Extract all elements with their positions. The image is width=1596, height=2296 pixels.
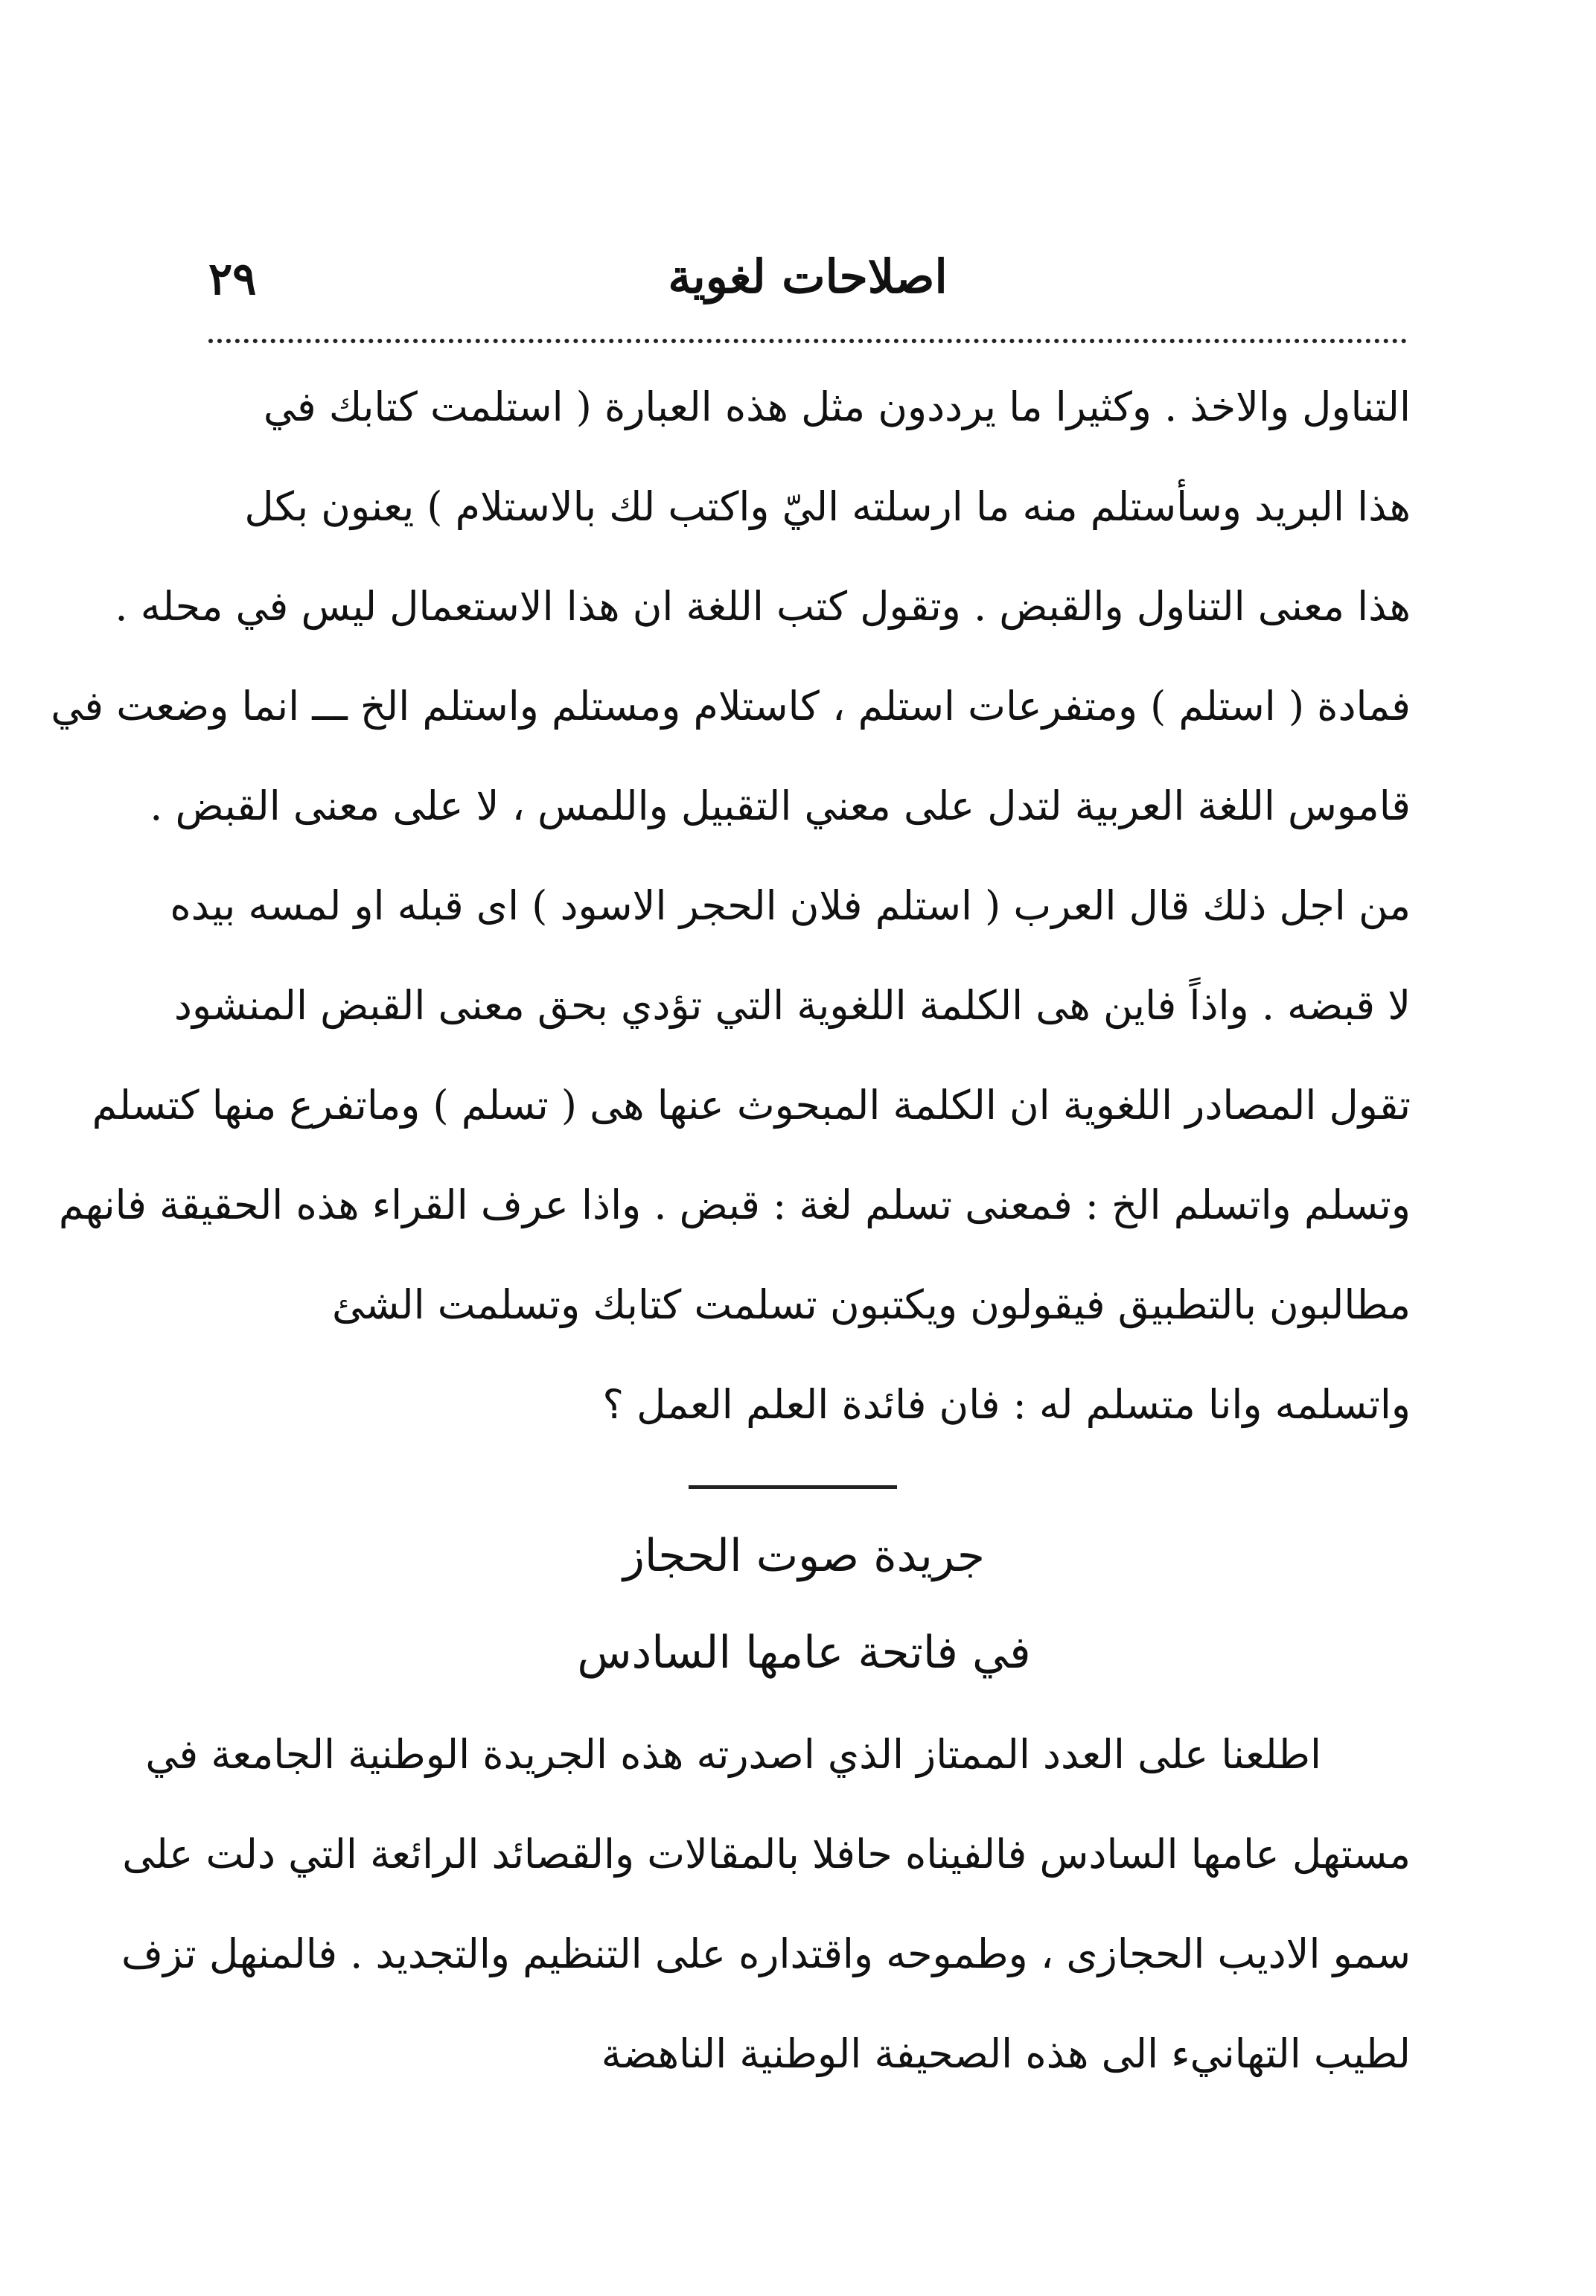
page-number: ٢٩	[208, 253, 257, 305]
text-line: من اجل ذلك قال العرب ( استلم فلان الحجر الاسود ) اى قبله او لمسه بيده	[170, 882, 1411, 929]
text-line: قاموس اللغة العربية لتدل على معني التقبيل واللمس ، لا على معنى القبض .	[150, 782, 1411, 829]
text-line: لطيب التهانيء الى هذه الصحيفة الوطنية الناهضة	[601, 2030, 1411, 2077]
text-line: هذا البريد وسأستلم منه ما ارسلته اليّ واكتب لك بالاستلام ) يعنون بكل	[244, 483, 1411, 530]
text-line: فمادة ( استلم ) ومتفرعات استلم ، كاستلام ومستلم واستلم الخ ـــ انما وضعت في	[51, 683, 1411, 730]
page-header	[208, 246, 1407, 320]
text-line: سمو الاديب الحجازى ، وطموحه واقتداره على التنظيم والتجديد . فالمنهل تزف	[121, 1930, 1411, 1977]
text-line: تقول المصادر اللغوية ان الكلمة المبحوث عنها هى ( تسلم ) وماتفرع منها كتسلم	[92, 1082, 1411, 1129]
section-title: جريدة صوت الحجاز	[622, 1530, 986, 1582]
section-subtitle: في فاتحة عامها السادس	[577, 1627, 1031, 1679]
text-line: اطلعنا على العدد الممتاز الذي اصدرته هذه الجريدة الوطنية الجامعة في	[145, 1731, 1321, 1778]
text-line: هذا معنى التناول والقبض . وتقول كتب اللغة ان هذا الاستعمال ليس في محله .	[115, 583, 1411, 630]
text-line: مستهل عامها السادس فالفيناه حافلا بالمقالات والقصائد الرائعة التي دلت على	[122, 1831, 1411, 1878]
text-line: مطالبون بالتطبيق فيقولون ويكتبون تسلمت كتابك وتسلمت الشئ	[331, 1281, 1411, 1328]
text-line: واتسلمه وانا متسلم له : فان فائدة العلم العمل ؟	[602, 1381, 1411, 1428]
article-language-corrections	[51, 357, 1411, 1455]
article-sawt-alhijaz	[121, 1705, 1411, 2104]
text-line: التناول والاخذ . وكثيرا ما يرددون مثل هذه العبارة ( استلمت كتابك في	[263, 383, 1411, 430]
text-line: وتسلم واتسلم الخ : فمعنى تسلم لغة : قبض . واذا عرف القراء هذه الحقيقة فانهم	[58, 1182, 1411, 1228]
header-dotted-rule	[208, 339, 1407, 343]
text-line: لا قبضه . واذاً فاين هى الكلمة اللغوية التي تؤدي بحق معنى القبض المنشود	[173, 982, 1411, 1029]
section-divider	[689, 1485, 897, 1489]
running-title: اصلاحات لغوية	[668, 249, 948, 304]
